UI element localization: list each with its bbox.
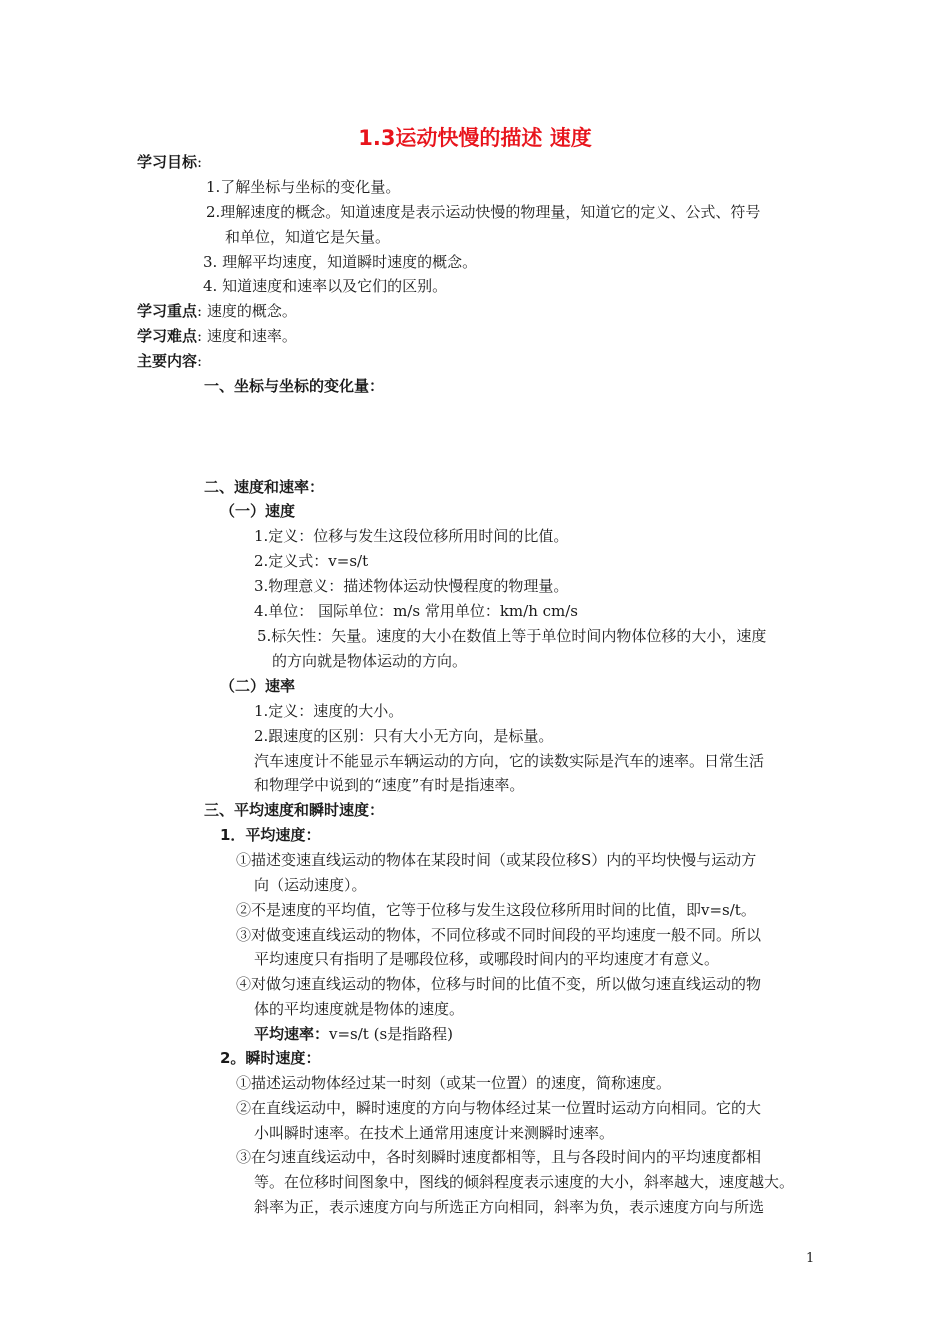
inst-line-2: ②在直线运动中，瞬时速度的方向与物体经过某一位置时运动方向相同。它的大 bbox=[236, 1099, 762, 1117]
avg-velocity-heading: 1．平均速度： bbox=[220, 826, 321, 844]
sub-speed-heading: （二）速率 bbox=[220, 677, 296, 695]
difficulty-label: 学习难点 bbox=[137, 327, 198, 345]
objectives-colon: : bbox=[197, 153, 203, 171]
avg-line-1: ①描述变速直线运动的物体在某段时间（或某段位移S）内的平均快慢与运动方 bbox=[236, 851, 757, 869]
objective-item-2-cont: 和单位，知道它是矢量。 bbox=[225, 228, 391, 246]
inst-line-3-cont2: 斜率为正，表示速度方向与所选正方向相同，斜率为负，表示速度方向与所选 bbox=[254, 1198, 765, 1216]
inst-line-3-cont: 等。在位移时间图象中，图线的倾斜程度表示速度的大小，斜率越大，速度越大。 bbox=[254, 1173, 795, 1191]
avg-line-1-cont: 向（运动速度）。 bbox=[254, 876, 367, 894]
inst-line-1: ①描述运动物体经过某一时刻（或某一位置）的速度，简称速度。 bbox=[236, 1074, 672, 1092]
objectives-label: 学习目标 bbox=[137, 153, 198, 171]
avg-rate-line bbox=[254, 1022, 453, 1046]
velocity-line-4: 4.单位： 国际单位：m/s 常用单位：km/h cm/s bbox=[254, 602, 578, 620]
sub-velocity-heading: （一）速度 bbox=[220, 502, 296, 520]
velocity-line-1: 1.定义：位移与发生这段位移所用时间的比值。 bbox=[254, 527, 569, 545]
velocity-line-3: 3.物理意义：描述物体运动快慢程度的物理量。 bbox=[254, 577, 569, 595]
section3-heading: 三、平均速度和瞬时速度： bbox=[204, 801, 385, 819]
page-title: 1.3运动快慢的描述 速度 bbox=[358, 126, 592, 150]
avg-line-4: ④对做匀速直线运动的物体，位移与时间的比值不变，所以做匀速直线运动的物 bbox=[236, 975, 762, 993]
objective-item-1: 1.了解坐标与坐标的变化量。 bbox=[206, 178, 401, 196]
objective-item-2: 2.理解速度的概念。知道速度是表示运动快慢的物理量，知道它的定义、公式、符号 bbox=[206, 203, 761, 221]
section2-heading: 二、速度和速率： bbox=[204, 478, 325, 496]
difficulty-text: : 速度和速率。 bbox=[197, 327, 297, 345]
objectives-heading bbox=[137, 150, 202, 174]
objective-item-4: 4. 知道速度和速率以及它们的区别。 bbox=[203, 277, 448, 295]
page-number: 1 bbox=[806, 1251, 815, 1266]
speed-line-4: 和物理学中说到的“速度”有时是指速率。 bbox=[254, 776, 525, 794]
avg-line-4-cont: 体的平均速度就是物体的速度。 bbox=[254, 1000, 465, 1018]
avg-line-3-cont: 平均速度只有指明了是哪段位移，或哪段时间内的平均速度才有意义。 bbox=[254, 950, 720, 968]
speed-line-2: 2.跟速度的区别：只有大小无方向，是标量。 bbox=[254, 727, 554, 745]
inst-line-3: ③在匀速直线运动中，各时刻瞬时速度都相等，且与各段时间内的平均速度都相 bbox=[236, 1148, 762, 1166]
key-point-text: : 速度的概念。 bbox=[197, 302, 297, 320]
avg-rate-text: v=s/t (s是指路程) bbox=[329, 1025, 454, 1043]
main-content-label: 主要内容 bbox=[137, 352, 198, 370]
key-point-label: 学习重点 bbox=[137, 302, 198, 320]
speed-line-3: 汽车速度计不能显示车辆运动的方向，它的读数实际是汽车的速率。日常生活 bbox=[254, 752, 765, 770]
inst-velocity-heading: 2。瞬时速度： bbox=[220, 1049, 321, 1067]
speed-line-1: 1.定义：速度的大小。 bbox=[254, 702, 404, 720]
avg-line-3: ③对做变速直线运动的物体，不同位移或不同时间段的平均速度一般不同。所以 bbox=[236, 926, 762, 944]
objective-item-3: 3. 理解平均速度，知道瞬时速度的概念。 bbox=[203, 253, 478, 271]
velocity-line-5-cont: 的方向就是物体运动的方向。 bbox=[272, 652, 468, 670]
avg-line-2: ②不是速度的平均值，它等于位移与发生这段位移所用时间的比值，即v=s/t。 bbox=[236, 901, 756, 919]
avg-rate-label: 平均速率： bbox=[254, 1025, 330, 1043]
main-content-colon: : bbox=[197, 352, 203, 370]
main-content-heading bbox=[137, 349, 202, 373]
difficulty-line bbox=[137, 324, 297, 348]
section1-heading: 一、坐标与坐标的变化量： bbox=[204, 377, 385, 395]
velocity-line-5: 5.标矢性：矢量。速度的大小在数值上等于单位时间内物体位移的大小，速度 bbox=[257, 627, 767, 645]
velocity-line-2: 2.定义式：v=s/t bbox=[254, 552, 369, 570]
key-point-line bbox=[137, 299, 297, 323]
inst-line-2-cont: 小叫瞬时速率。在技术上通常用速度计来测瞬时速率。 bbox=[254, 1124, 615, 1142]
